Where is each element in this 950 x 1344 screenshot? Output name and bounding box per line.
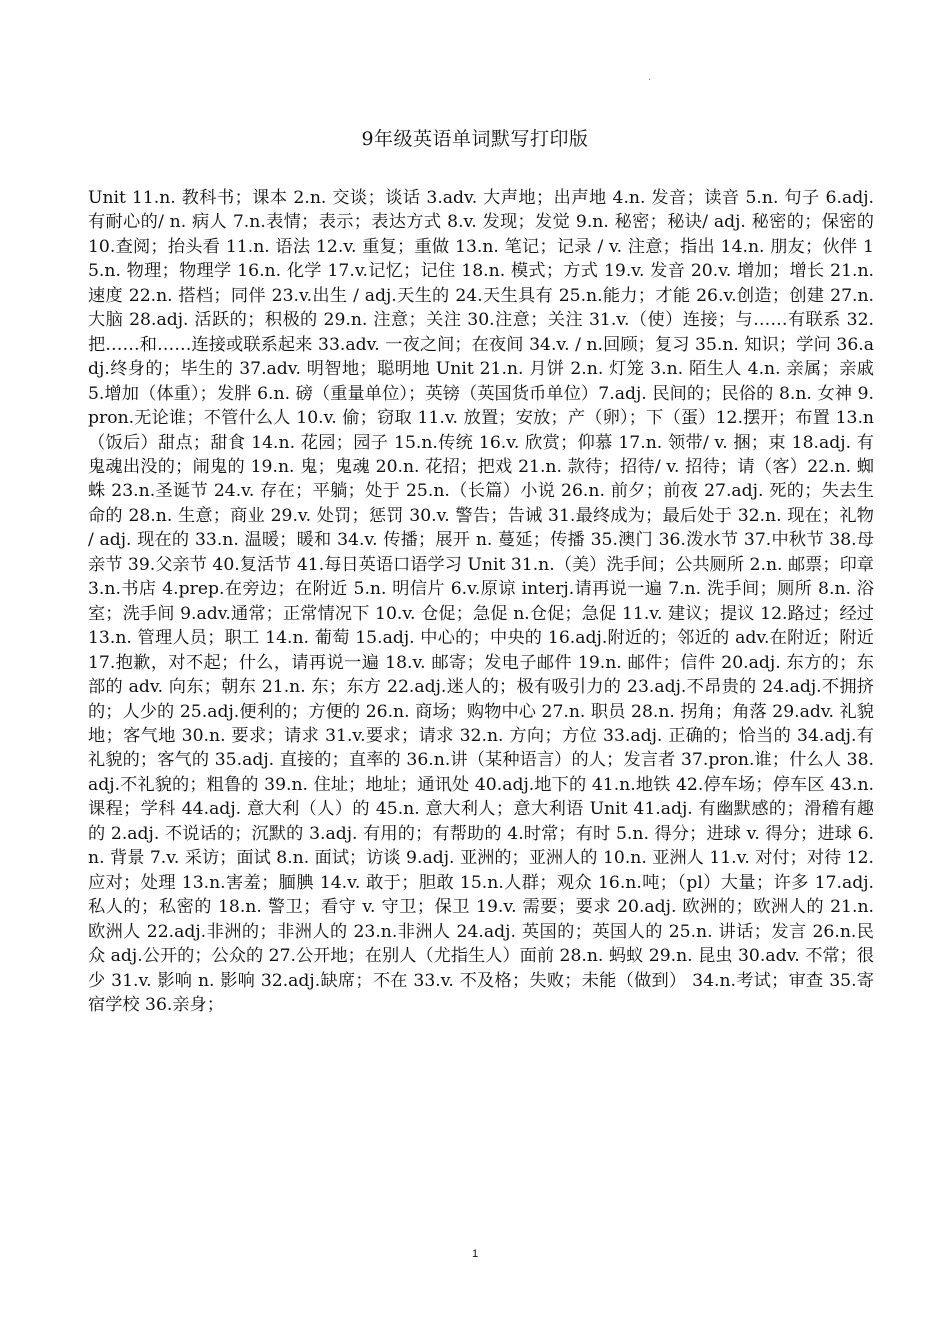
header-mark: . [648,72,652,83]
page-title: 9年级英语单词默写打印版 [361,128,589,150]
page-number: 1 [471,1248,479,1260]
vocabulary-text: Unit 11.n. 教科书；课本 2.n. 交谈；谈话 3.adv. 大声地；出声地 4.n. 发音；读音 5.n. 句子 6.adj. 有耐心的/ n. 病人 7.n.表情；表示；表达方式 8.v. 发现；发觉 9.n. 秘密；秘诀/ adj. 秘密的；保密的 10.查阅；抬头看 11.n. 语法 12.v. 重复；重做 13.n. 笔记；记录 / v. 注意；指出 14.n. 朋友；伙伴 15.n. 物理；物理学 16.n. 化学 17.v.记忆；记住 18.n. 模式；方式 19.v. 发音 20.v. 增加；增长 21.n. 速度 22.n. 搭档；同伴 23.v.出生 / adj.天生的 24.天生具有 25.n.能力；才能 26.v.创造；创建 27.n. 大脑 28.adj. 活跃的；积极的 29.n. 注意；关注 30.注意；关注 31.v.（使）连接；与……有联系 32.把……和……连接或联系起来 33.adv. 一夜之间；在夜间 34.v. / n.回顾；复习 35.n. 知识；学问 36.adj.终身的；毕生的 37.adv. 明智地；聪明地 Unit 21.n. 月饼 2.n. 灯笼 3.n. 陌生人 4.n. 亲属；亲戚 5.增加（体重）；发胖 6.n. 磅（重量单位）；英镑（英国货币单位）7.adj. 民间的；民俗的 8.n. 女神 9.pron.无论谁；不管什么人 10.v. 偷；窃取 11.v. 放置；安放；产（卵）；下（蛋）12.摆开；布置 13.n（饭后）甜点；甜食 14.n. 花园；园子 15.n.传统 16.v. 欣赏；仰慕 17.n. 领带/ v. 捆；束 18.adj. 有鬼魂出没的；闹鬼的 19.n. 鬼；鬼魂 20.n. 花招；把戏 21.n. 款待；招待/ v. 招待；请（客）22.n. 蜘蛛 23.n.圣诞节 24.v. 存在；平躺；处于 25.n.（长篇）小说 26.n. 前夕；前夜 27.adj. 死的；失去生命的 28.n. 生意；商业 29.v. 处罚；惩罚 30.v. 警告；告诫 31.最终成为；最后处于 32.n. 现在；礼物 / adj. 现在的 33.n. 温暖；暖和 34.v. 传播；展开 n. 蔓延；传播 35.澳门 36.泼水节 37.中秋节 38.母亲节 39.父亲节 40.复活节 41.每日英语口语学习 Unit 31.n.（美）洗手间；公共厕所 2.n. 邮票；印章 3.n.书店 4.prep.在旁边；在附近 5.n. 明信片 6.v.原谅 interj.请再说一遍 7.n. 洗手间；厕所 8.n. 浴室；洗手间 9.adv.通常；正常情况下 10.v. 仓促；急促 n.仓促；急促 11.v. 建议；提议 12.路过；经过 13.n. 管理人员；职工 14.n. 葡萄 15.adj. 中心的；中央的 16.adj.附近的；邻近的 adv.在附近；附近 17.抱歉，对不起；什么，请再说一遍 18.v. 邮寄；发电子邮件 19.n. 邮件；信件 20.adj. 东方的；东部的 adv. 向东；朝东 21.n. 东；东方 22.adj.迷人的；极有吸引力的 23.adj.不昂贵的 24.adj.不拥挤的；人少的 25.adj.便利的；方便的 26.n. 商场；购物中心 27.n. 职员 28.n. 拐角；角落 29.adv. 礼貌地；客气地 30.n. 要求；请求 31.v.要求；请求 32.n. 方向；方位 33.adj. 正确的；恰当的 34.adj.有礼貌的；客气的 35.adj. 直接的；直率的 36.n.讲（某种语言）的人；发言者 37.pron.谁；什么人 38.adj.不礼貌的；粗鲁的 39.n. 住址；地址；通讯处 40.adj.地下的 41.n.地铁 42.停车场；停车区 43.n. 课程；学科 44.adj. 意大利（人）的 45.n. 意大利人；意大利语 Unit 41.adj. 有幽默感的；滑稽有趣的 2.adj. 不说话的；沉默的 3.adj. 有用的；有帮助的 4.时常；有时 5.n. 得分；进球 v. 得分；进球 6.n. 背景 7.v. 采访；面试 8.n. 面试；访谈 9.adj. 亚洲的；亚洲人的 10.n. 亚洲人 11.v. 对付；对待 12.应对；处理 13.n.害羞；腼腆 14.v. 敢于；胆敢 15.n.人群；观众 16.n.吨；（pl）大量；许多 17.adj. 私人的；私密的 18.n. 警卫；看守 v. 守卫；保卫 19.v. 需要；要求 20.adj. 欧洲的；欧洲人的 21.n. 欧洲人 22.adj.非洲的；非洲人的 23.n.非洲人 24.adj. 英国的；英国人的 25.n. 讲话；发言 26.n.民众 adj.公开的；公众的 27.公开地；在别人（尤指生人）面前 28.n. 蚂蚁 29.n. 昆虫 30.adv. 不常；很少 31.v. 影响 n. 影响 32.adj.缺席；不在 33.v. 不及格；失败；未能（做到） 34.n.考试；审查 35.寄宿学校 36.亲身； [88,188,874,1015]
